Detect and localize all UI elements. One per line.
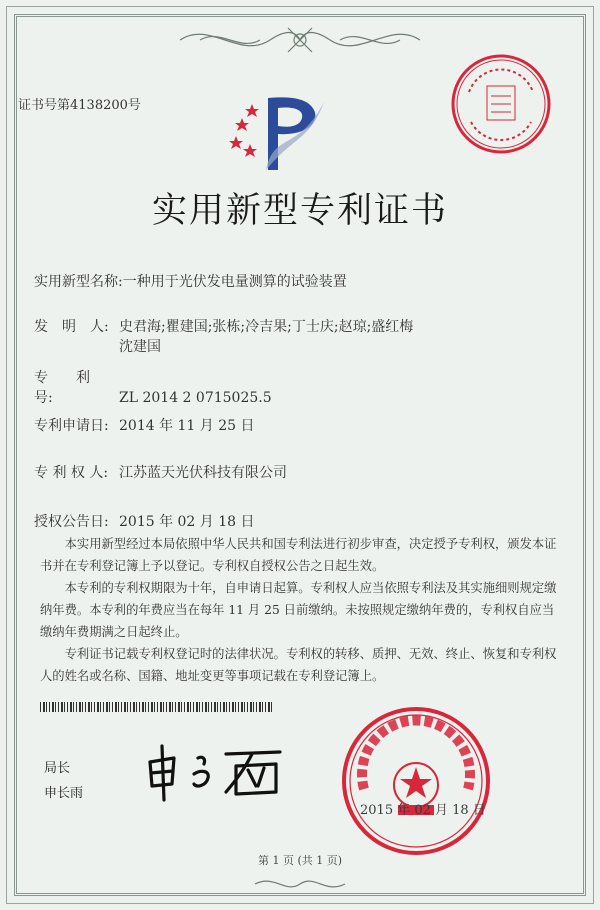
field-value: 2014 年 11 月 25 日 xyxy=(119,418,255,434)
field-value: 史君海;瞿建国;张栋;冷吉果;丁士庆;赵琼;盛红梅 xyxy=(119,319,414,335)
field-value: 江苏蓝天光伏科技有限公司 xyxy=(119,465,287,481)
certificate-number: 证书号第4138200号 xyxy=(18,98,141,113)
paragraph: 本实用新型经过本局依照中华人民共和国专利法进行初步审查，决定授予专利权，颁发本证书并在专利登记簿上予以登记。专利权自授权公告之日起生效。 xyxy=(40,537,557,573)
field-label: 专利申请日: xyxy=(34,418,109,434)
barcode xyxy=(40,702,272,712)
certificate-body xyxy=(40,533,563,687)
field-value: ZL 2014 2 0715025.5 xyxy=(119,390,272,406)
paragraph: 本专利的专利权期限为十年，自申请日起算。专利权人应当依照专利法及其实施细则规定缴纳年费。本专利的年费应当在每年 11 月 25 日前缴纳。未按照规定缴纳年费的，专利权自应当缴纳年费期满之日起终止。 xyxy=(40,581,557,639)
field-inventors xyxy=(34,316,413,336)
cnipa-logo-icon xyxy=(228,92,328,176)
bottom-ornament xyxy=(250,874,350,894)
field-label: 发 明 人: xyxy=(34,319,109,335)
field-label: 专 利 号: xyxy=(34,370,104,406)
field-label: 授权公告日: xyxy=(34,514,109,530)
paragraph: 专利证书记载专利权登记时的法律状况。专利权的转移、质押、无效、终止、恢复和专利权人的姓名或名称、国籍、地址变更等事项记载在专利登记簿上。 xyxy=(40,647,557,683)
field-application-date xyxy=(34,415,255,435)
field-patentee xyxy=(34,462,287,482)
field-grant-date xyxy=(34,511,255,531)
director-name: 申长雨 xyxy=(44,786,84,801)
agency-seal-icon xyxy=(449,52,553,156)
field-value: 一种用于光伏发电量测算的试验装置 xyxy=(122,274,347,290)
signature-icon xyxy=(140,740,290,804)
seal-date: 2015 年 02 月 18 日 xyxy=(360,803,486,818)
page-number: 第 1 页 (共 1 页) xyxy=(257,854,343,867)
director-title: 局长 xyxy=(44,761,71,776)
top-ornament xyxy=(170,20,430,60)
field-value: 2015 年 02 月 18 日 xyxy=(119,514,255,530)
field-patent-number xyxy=(34,367,272,407)
field-inventors-cont: 沈建国 xyxy=(119,339,161,355)
national-ip-seal-icon xyxy=(340,705,492,857)
field-label: 实用新型名称: xyxy=(34,274,123,290)
field-label: 专 利 权 人: xyxy=(34,465,109,481)
field-utility-model-name xyxy=(34,271,347,291)
document-title: 实用新型专利证书 xyxy=(151,191,448,231)
